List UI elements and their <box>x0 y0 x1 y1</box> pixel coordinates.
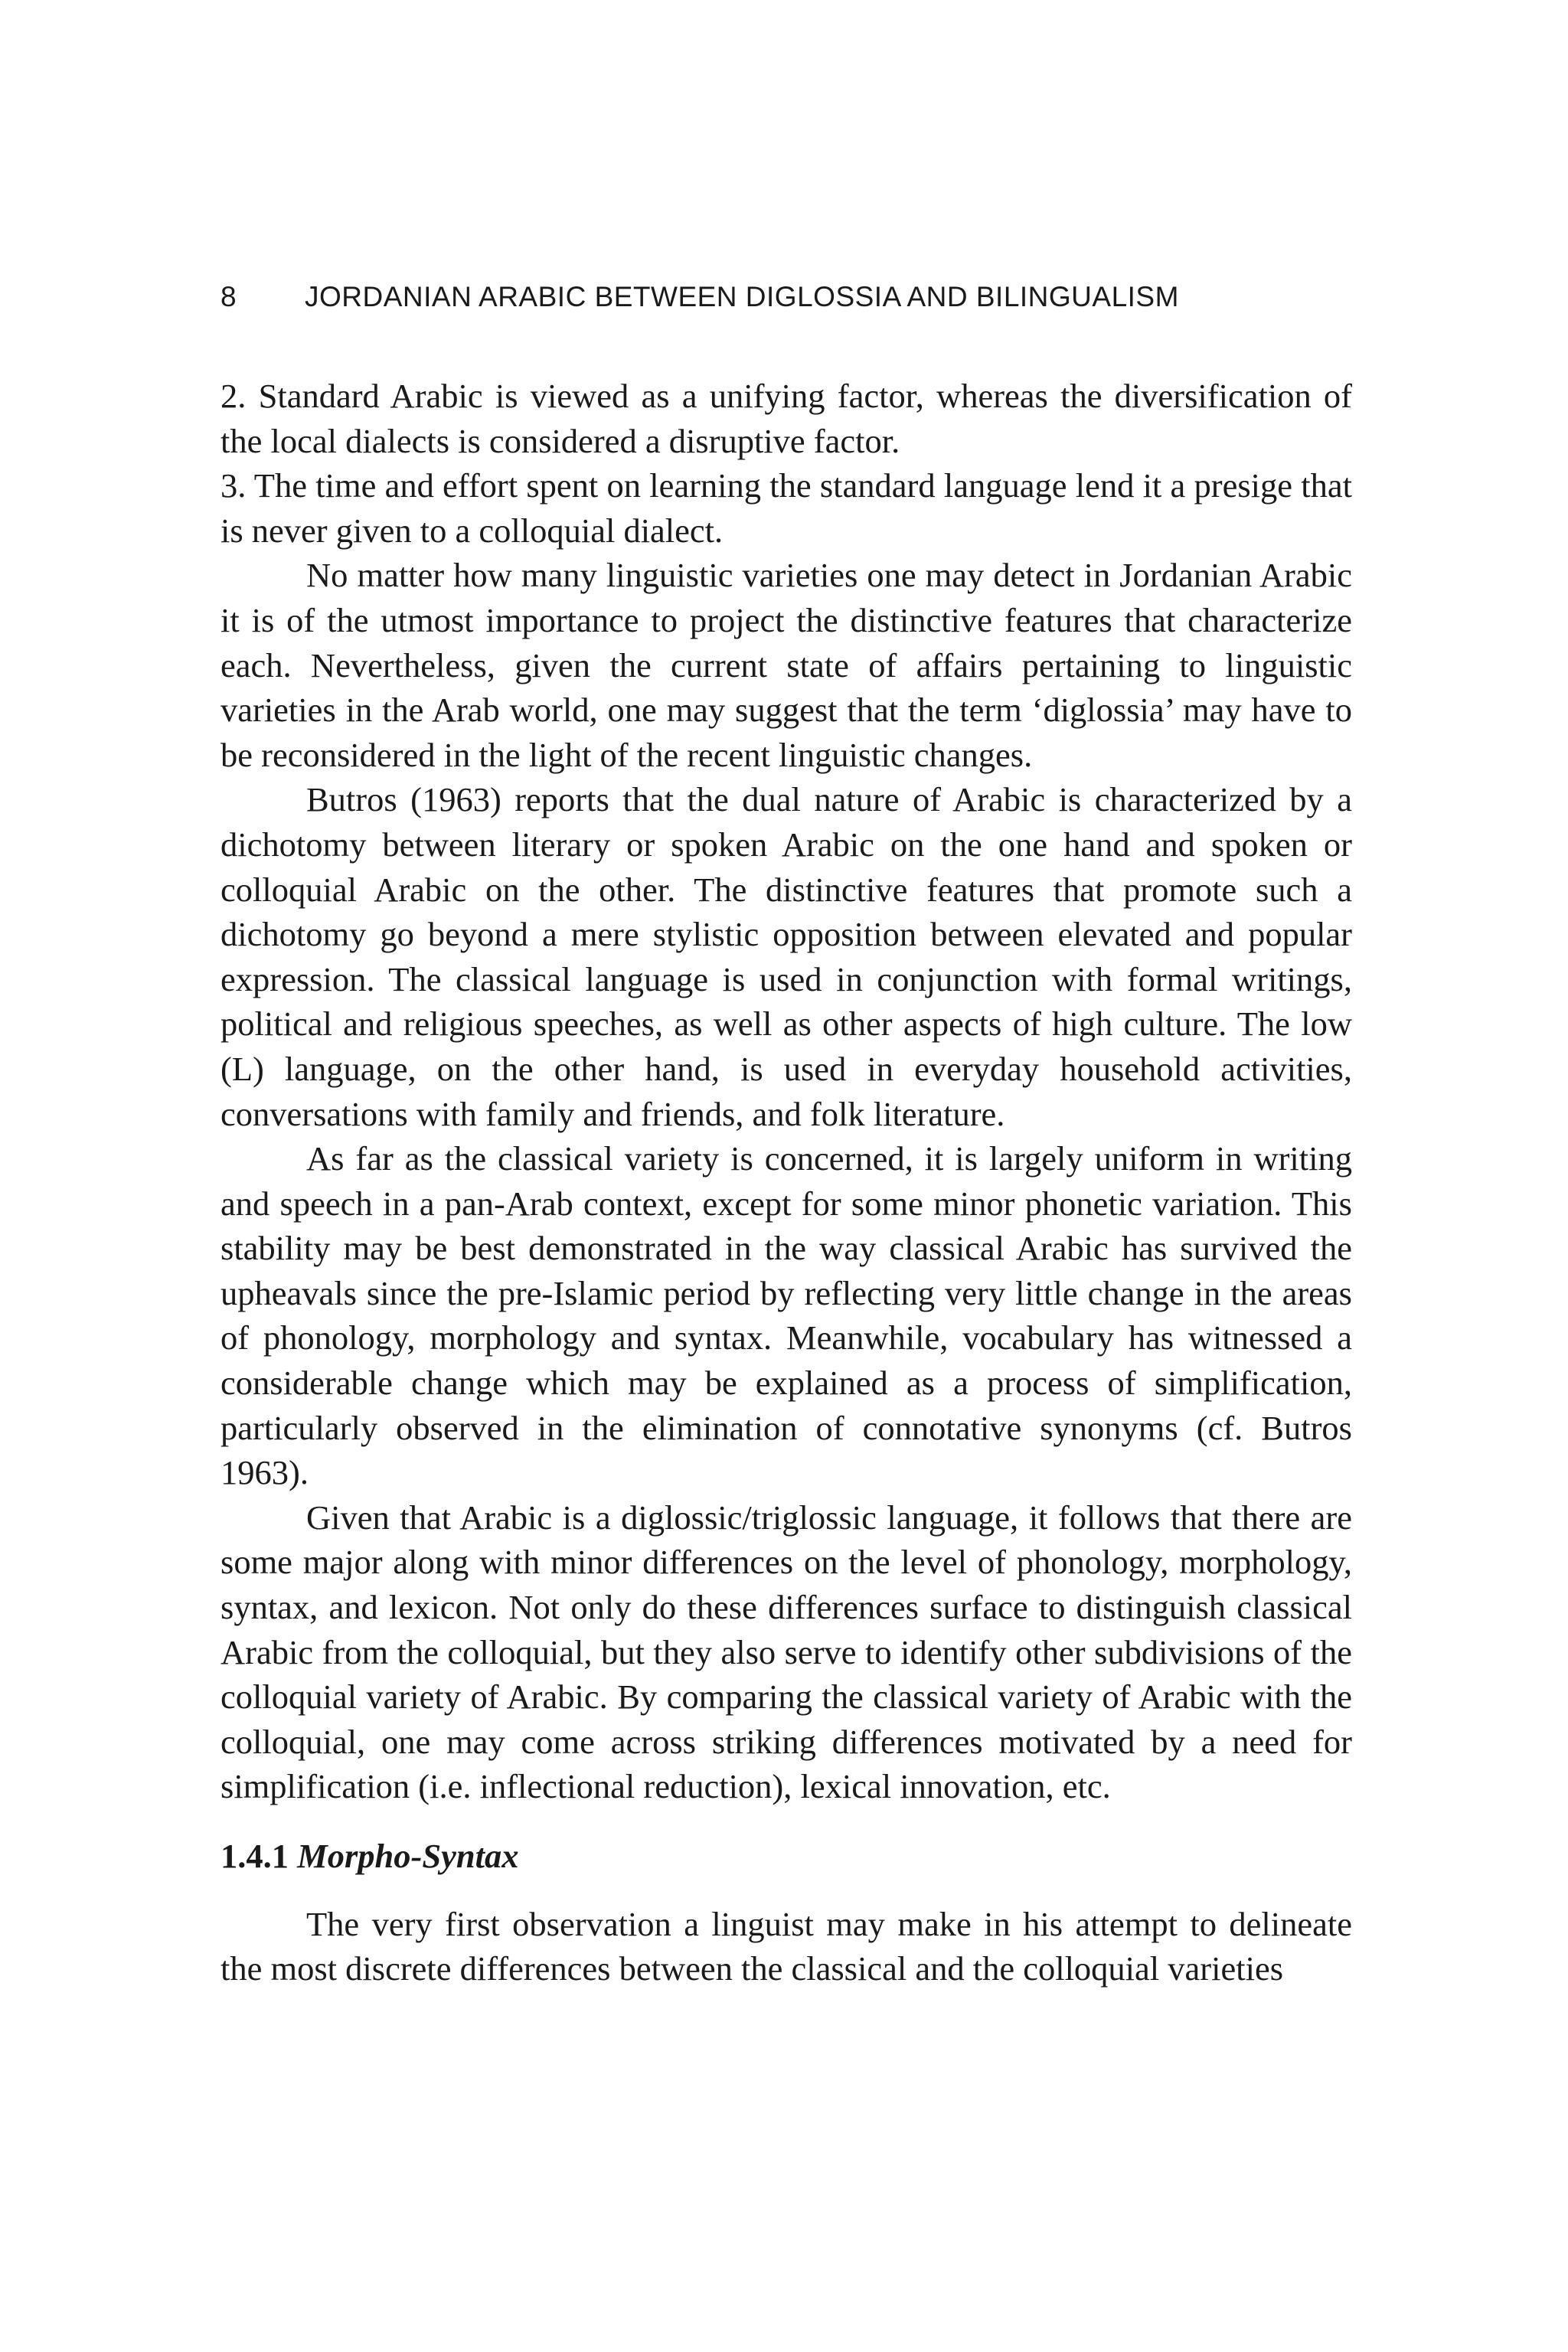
section-heading <box>220 1834 1352 1879</box>
list-item-2: 2. Standard Arabic is viewed as a unifying factor, whereas the diversification of the local dialects is considered a disruptive factor. <box>220 377 1352 460</box>
paragraph-morpho-syntax: The very first observation a linguist may make in his attempt to delineate the most discrete differences between the classical and the colloquial varieties <box>220 1904 1352 1988</box>
section-title: Morpho-Syntax <box>297 1837 519 1875</box>
paragraph-diglossic: Given that Arabic is a diglossic/triglossic language, it follows that there are some major along with minor differences on the level of phonology, morphology, syntax, and lexicon. Not only do these differences surface to distinguish classical Arabic from the colloquial, but they also serve to identify other subdivisions of the colloquial variety of Arabic. By comparing the classical variety of Arabic with the colloquial, one may come across striking differences motivated by a need for simplification (i.e. inflectional reduction), lexical innovation, etc. <box>220 1498 1352 1806</box>
section-number: 1.4.1 <box>220 1837 289 1875</box>
paragraph-butros: Butros (1963) reports that the dual nature of Arabic is characterized by a dichotomy between literary or spoken Arabic on the one hand and spoken or colloquial Arabic on the other. The distinctive features that promote such a dichotomy go beyond a mere stylistic opposition between elevated and popular expression. The classical language is used in conjunction with formal writings, political and religious speeches, as well as other aspects of high culture. The low (L) language, on the other hand, is used in everyday household activities, conversations with family and friends, and folk literature. <box>220 780 1352 1133</box>
body-text <box>220 374 1352 1991</box>
page-number: 8 <box>220 281 237 312</box>
running-head-title: JORDANIAN ARABIC BETWEEN DIGLOSSIA AND BILINGUALISM <box>305 281 1179 312</box>
list-item-3: 3. The time and effort spent on learning the standard language lend it a presige that is never given to a colloquial dialect. <box>220 466 1352 550</box>
book-page <box>220 276 1352 1991</box>
paragraph-classical-variety: As far as the classical variety is concerned, it is largely uniform in writing and speech in a pan-Arab context, except for some minor phonetic variation. This stability may be best demonstrated in the way classical Arabic has survived the upheavals since the pre-Islamic period by reflecting very little change in the areas of phonology, morphology and syntax. Meanwhile, vocabulary has witnessed a considerable change which may be explained as a process of simplification, particularly observed in the elimination of connotative synonyms (cf. Butros 1963). <box>220 1139 1352 1492</box>
running-head <box>220 276 1352 318</box>
paragraph-varieties: No matter how many linguistic varieties one may detect in Jordanian Arabic it is of the utmost importance to project the distinctive features that characterize each. Nevertheless, given the current state of affairs pertaining to linguistic varieties in the Arab world, one may suggest that the term ‘diglossia’ may have to be reconsidered in the light of the recent linguistic changes. <box>220 556 1352 774</box>
